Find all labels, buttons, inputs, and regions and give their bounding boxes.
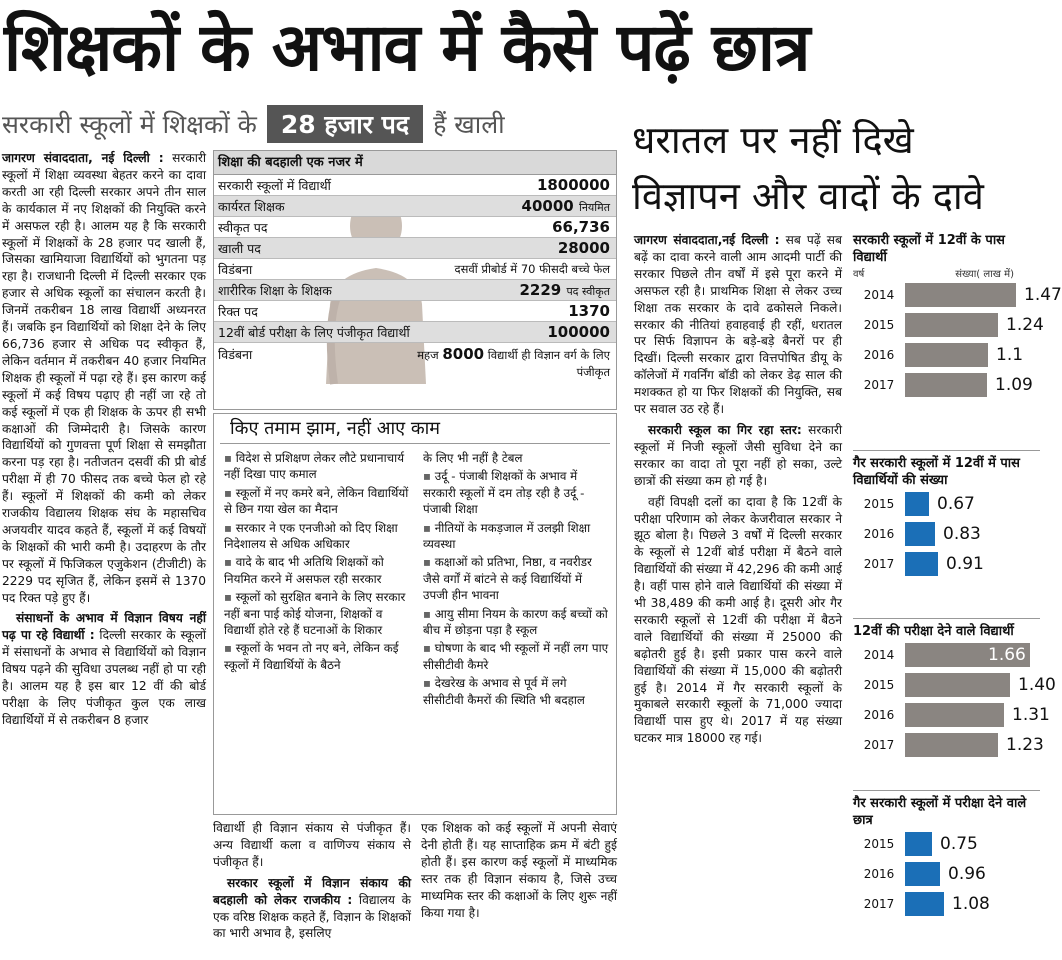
stats-label: रिक्त पद <box>218 304 258 319</box>
chart-data-label: 1.23 <box>1006 735 1044 755</box>
chart-bar <box>905 313 998 337</box>
article-lead: संसाधनों के अभाव में विज्ञान विषय नहीं पढ़ पा रहे विद्यार्थी : <box>2 611 206 643</box>
chart-category-label: 2014 <box>863 288 895 302</box>
stats-value: महज 8000 विद्यार्थी ही विज्ञान वर्ग के लिए पंजीकृत <box>417 345 610 379</box>
list-item: ▪ विदेश से प्रशिक्षण लेकर लौटे प्रधानाचार्य नहीं दिखा पाए कमाल <box>224 450 411 483</box>
chart-category-label: 2016 <box>863 867 895 881</box>
stats-row <box>214 301 616 322</box>
list-item: ▪ वादे के बाद भी अतिथि शिक्षकों को नियमित करने में असफल रही सरकार <box>224 554 411 587</box>
right-headline-line2: विज्ञापन और वादों के दावे <box>632 174 984 218</box>
chart-xlabel: वर्ष <box>853 269 865 280</box>
article-paragraph: एक शिक्षक को कई स्कूलों में अपनी सेवाएं देनी होती हैं। यह साप्ताहिक क्रम में बंटी हुई होती हैं। इस कारण कई स्कूलों में माध्यमिक स्तर तक ही विज्ञान संकाय है, जिसे उच्च माध्यमिक स्तर की कक्षाओं के लिए शुरू नहीं किया गया है। <box>421 821 617 920</box>
byline: जागरण संवाददाता,नई दिल्ली : <box>634 233 780 247</box>
stats-value: 2229 पद स्वीकृत <box>519 281 610 299</box>
chart-bar <box>905 703 1004 727</box>
chart-data-label: 1.1 <box>996 345 1024 365</box>
chart-data-label: 1.31 <box>1012 705 1050 725</box>
article-column-4 <box>634 232 842 956</box>
list-item: ▪ स्कूलों के भवन तो नए बने, लेकिन कई स्कूलों में विद्यार्थियों के बैठने <box>224 640 411 673</box>
chart-bar <box>905 283 1016 307</box>
chart-category-label: 2015 <box>863 318 895 332</box>
chart-bar-row <box>853 889 1040 919</box>
chart-title: सरकारी स्कूलों में 12वीं के पास विद्यार्थी <box>853 233 1005 265</box>
chart-data-label: 1.08 <box>952 894 990 914</box>
chart-data-label: 0.91 <box>946 554 984 574</box>
list-item: ▪ उर्दू - पंजाबी शिक्षकों के अभाव में सरकारी स्कूलों में दम तोड़ रही है उर्दू - पंजाबी शिक्षा <box>423 468 610 517</box>
stats-value: 40000 नियमित <box>521 197 610 215</box>
chart-bar-row <box>853 549 1040 579</box>
stats-table <box>213 150 617 410</box>
chart-category-label: 2016 <box>863 708 895 722</box>
page-headline: शिक्षकों के अभाव में कैसे पढ़ें छात्र <box>4 9 810 86</box>
article-paragraph: दिल्ली सरकार के स्कूलों में संसाधनों के अभाव से विद्यार्थियों को विज्ञान विषय पढ़ने की सुविधा उपलब्ध नहीं हो पा रही है। आलम यह है इस बार 12 वीं की बोर्ड परीक्षा के लिए पंजीकृत कुल एक लाख विद्यार्थियों में से तकरीबन 8 हजार <box>2 628 206 727</box>
subhead-after: हैं खाली <box>433 110 505 139</box>
list-item: ▪ स्कूलों में नए कमरे बने, लेकिन विद्यार्थियों से छिन गया खेल का मैदान <box>224 485 411 518</box>
chart-bar <box>905 892 944 916</box>
chart-category-label: 2014 <box>863 648 895 662</box>
chart-private-pass <box>853 446 1040 579</box>
chart-bar <box>905 522 935 546</box>
chart-bars <box>853 640 1056 760</box>
stats-row <box>214 259 616 280</box>
stats-row <box>214 217 616 238</box>
chart-bars <box>853 489 1040 579</box>
chart-data-label: 1.66 <box>988 645 1026 665</box>
stats-row <box>214 238 616 259</box>
stats-value: 1800000 <box>536 176 610 194</box>
chart-category-label: 2015 <box>863 497 895 511</box>
chart-category-label: 2017 <box>863 557 895 571</box>
article-paragraph: सरकारी स्कूलों में निजी स्कूलों जैसी सुविधा देने का सरकार का वादा तो पूरा नहीं हो सका, उल्टे छात्रों की संख्या कम हो गई है। <box>634 422 842 488</box>
chart-category-label: 2015 <box>863 678 895 692</box>
chart-data-label: 0.96 <box>948 864 986 884</box>
subhead-badge: 28 हजार पद <box>267 105 423 143</box>
stats-label: 12वीं बोर्ड परीक्षा के लिए पंजीकृत विद्यार्थी <box>218 325 410 340</box>
article-paragraph: सरकारी स्कूलों में शिक्षा व्यवस्था बेहतर करने का दावा करती आ रही दिल्ली सरकार अपने तीन साल के कार्यकाल में नए शिक्षकों की नियुक्ति करने में असफल रही है। आलम यह है कि सरकारी स्कूलों में शिक्षकों के 28 हजार पद खाली हैं, जिसका खामियाजा विद्यार्थियों को भुगतना पड़ रहा है। राजधानी दिल्ली में दिल्ली सरकार एक हजार से अधिक स्कूलों का संचालन करती है। जिनमें तकरीबन 18 लाख विद्यार्थी अध्यनरत हैं। जबकि इन विद्यार्थियों को शिक्षा देने के लिए 66,736 हजार से अधिक पद स्वीकृत हैं, लेकिन वर्तमान में तकरीबन 40 हजार नियमित शिक्षक ही स्कूलों में पढ़ा रहे हैं। इस कारण कई स्कूलों में कई विषय पढ़ाए ही नहीं जा रहे तो कई स्कूलों में एक ही शिक्षक के ऊपर ही सभी कक्षाओं की जिम्मेदारी है। जिसके कारण विद्यार्थियों को गुणवत्ता पूर्ण शिक्षा से समझौता करना पड़ रहा है। नतीजतन दसवीं की प्री बोर्ड परीक्षा में ही 70 फीसद तक बच्चे फेल हो रहे हैं। स्कूलों में शिक्षकों की कमी को लेकर राजकीय विद्यालय शिक्षक संघ के महासचिव अजयवीर यादव कहते हैं, स्कूलों में कई विषयों के शिक्षकों की भारी कमी है। उदाहरण के तौर पर स्कूलों में फिजिकल एजुकेशन (टीजीटी) के 2229 पद सृजित हैं, लेकिन इसमें से 1370 पद रिक्त पड़े हुए हैं। <box>2 151 207 605</box>
stats-value: दसवीं प्रीबोर्ड में 70 फीसदी बच्चे फेल <box>454 262 610 276</box>
article-paragraph: वहीं विपक्षी दलों का दावा है कि 12वीं के परीक्षा परिणाम को लेकर केजरीवाल सरकार ने झूठ बोला है। पिछले 3 वर्षों में दिल्ली सरकार के स्कूलों से 12वीं बोर्ड परीक्षा में बैठने वाले विद्यार्थियों की संख्या में 42,296 की कमी आई है। वहीं पास होने वाले विद्यार्थियों की संख्या में भी 38,489 की कमी आई है। दूसरी ओर गैर सरकारी स्कूलों से 12वीं की परीक्षा में बैठने वाले विद्यार्थियों की संख्या में 25000 की बढ़ोतरी हुई है। इसी प्रकार पास करने वाले विद्यार्थियों की संख्या में 15,000 की बढ़ोतरी हुई है। 2014 में गैर सरकारी स्कूलों के मुकाबले सरकारी स्कूलों के 71,000 ज्यादा विद्यार्थी पास हुए थे। 2017 में यह संख्या घटकर मात्र 18000 रह गई। <box>634 494 842 746</box>
list-item: ▪ नीतियों के मकड़जाल में उलझी शिक्षा व्यवस्था <box>423 520 610 553</box>
chart-category-label: 2017 <box>863 378 895 392</box>
subhead-before: सरकारी स्कूलों में शिक्षकों के <box>2 110 257 139</box>
stats-label: स्वीकृत पद <box>218 220 268 235</box>
chart-category-label: 2017 <box>863 897 895 911</box>
chart-data-label: 1.40 <box>1018 675 1056 695</box>
stats-row <box>214 175 616 196</box>
chart-bar <box>905 862 940 886</box>
chart-bar-row <box>853 859 1040 889</box>
article-paragraph: विद्यालय के एक वरिष्ठ शिक्षक कहते हैं, विज्ञान के शिक्षकों का भारी अभाव है, इसलिए <box>213 892 412 941</box>
list-item: ▪ देखरेख के अभाव से पूर्व में लगे सीसीटीवी कैमरों की स्थिति भी बदहाल <box>423 675 610 708</box>
failures-list-left <box>224 450 411 710</box>
article-lead: सरकारी स्कूल का गिर रहा स्तर: <box>648 422 802 437</box>
stats-value: 66,736 <box>552 218 610 236</box>
stats-title: शिक्षा की बदहाली एक नजर में <box>214 151 616 175</box>
chart-bar <box>905 673 1010 697</box>
chart-private-appeared <box>853 786 1040 919</box>
list-item: ▪ स्कूलों को सुरक्षित बनाने के लिए सरकार नहीं बना पाई कोई योजना, शिक्षकों व विद्यार्थी होते रहे हैं घटनाओं के शिकार <box>224 589 411 638</box>
list-item: ▪ घोषणा के बाद भी स्कूलों में नहीं लग पाए सीसीटीवी कैमरे <box>423 640 610 673</box>
chart-category-label: 2016 <box>863 527 895 541</box>
chart-bar-row <box>853 280 1062 310</box>
article-paragraph: सब पढ़ें सब बढ़ें का दावा करने वाली आम आदमी पार्टी की सरकार पिछले तीन वर्षों में इसे पूरा करने में असफल रही है। प्राथमिक शिक्षा से लेकर उच्च शिक्षा तक सरकार के दावे ढकोसले निकले। सरकार की नीतियां हवाहवाई ही रहीं, धरातल पर सिर्फ विज्ञापन के बड़े-बड़े बैनरों पर ही दिखीं। दिल्ली सरकार द्वारा वित्तपोषित डीयू के कॉलेजों में गवर्निंग बॉडी को लेकर डेढ़ साल की मशक्कत हो या फिर शिक्षकों की नियुक्ति, सब पर सवाल उठ रहे हैं। <box>634 233 842 417</box>
chart-bar-row <box>853 370 1040 400</box>
stats-row <box>214 322 616 343</box>
stats-value: 100000 <box>547 323 610 341</box>
subheadline <box>2 102 622 146</box>
stats-row <box>214 280 616 301</box>
chart-bar <box>905 343 988 367</box>
chart-bar <box>905 373 987 397</box>
stats-value: 1370 <box>568 302 610 320</box>
chart-category-label: 2016 <box>863 348 895 362</box>
stats-label: शारीरिक शिक्षा के शिक्षक <box>218 283 332 298</box>
stats-row <box>214 343 616 389</box>
chart-govt-pass <box>853 232 1062 400</box>
failures-list-right <box>423 450 610 710</box>
chart-bar-row <box>853 730 1044 760</box>
article-lead: सरकार स्कूलों में विज्ञान संकाय की बदहाली को लेकर राजकीय : <box>213 875 411 907</box>
chart-data-label: 0.67 <box>937 494 975 514</box>
list-item: ▪ सरकार ने एक एनजीओ को दिए शिक्षा निदेशालय से अधिक अधिकार <box>224 520 411 553</box>
chart-bar <box>905 492 929 516</box>
chart-title: गैर सरकारी स्कूलों में परीक्षा देने वाले छात्र <box>853 796 1027 828</box>
stats-label: विडंबना <box>218 262 253 277</box>
chart-bar-row <box>853 489 1040 519</box>
list-item: ▪ आयु सीमा नियम के कारण कई बच्चों को बीच में छोड़ना पड़ा है स्कूल <box>423 606 610 639</box>
right-headline <box>632 112 1040 228</box>
stats-label: सरकारी स्कूलों में विद्यार्थी <box>218 178 331 193</box>
failures-box <box>213 413 617 815</box>
article-column-2 <box>213 820 411 956</box>
chart-bar <box>905 832 932 856</box>
stats-label: कार्यरत शिक्षक <box>218 199 285 214</box>
chart-title: 12वीं की परीक्षा देने वाले विद्यार्थी <box>853 624 1014 639</box>
article-column-3 <box>421 820 617 956</box>
chart-bar-row <box>853 829 1040 859</box>
chart-data-label: 1.09 <box>995 375 1033 395</box>
failures-title: किए तमाम झाम, नहीं आए काम <box>220 414 610 444</box>
chart-bars <box>853 280 1062 400</box>
chart-data-label: 1.47 <box>1024 285 1062 305</box>
chart-bar <box>905 552 938 576</box>
chart-govt-appeared <box>853 614 1056 760</box>
chart-data-label: 0.83 <box>943 524 981 544</box>
list-item: के लिए भी नहीं है टेबल <box>423 451 523 465</box>
chart-bar-row <box>853 700 1050 730</box>
chart-bar <box>905 733 998 757</box>
chart-bar-row <box>853 640 1040 670</box>
chart-title: गैर सरकारी स्कूलों में 12वीं में पास विद्यार्थियों की संख्या <box>853 456 1020 488</box>
list-item: ▪ कक्षाओं को प्रतिभा, निष्ठा, व नवरीडर जैसे वर्गों में बांटने से कई विद्यार्थियों में उपजी हीन भावना <box>423 554 610 603</box>
chart-bars <box>853 829 1040 919</box>
byline: जागरण संवाददाता, नई दिल्ली : <box>2 151 164 165</box>
chart-data-label: 0.75 <box>940 834 978 854</box>
chart-ylabel: संख्या( लाख में) <box>955 269 1014 280</box>
chart-category-label: 2017 <box>863 738 895 752</box>
stats-label: विडंबना <box>218 347 253 362</box>
stats-value: 28000 <box>557 239 610 257</box>
chart-bar-row <box>853 670 1056 700</box>
chart-data-label: 1.24 <box>1006 315 1044 335</box>
chart-bar-row <box>853 519 1040 549</box>
chart-bar-row <box>853 310 1044 340</box>
article-column-1 <box>2 150 206 956</box>
stats-label: खाली पद <box>218 241 261 256</box>
stats-row <box>214 196 616 217</box>
right-headline-line1: धरातल पर नहीं दिखे <box>632 118 914 162</box>
chart-bar-row <box>853 340 1040 370</box>
article-paragraph: विद्यार्थी ही विज्ञान संकाय से पंजीकृत हैं। अन्य विद्यार्थी कला व वाणिज्य संकाय से पंजीकृत हैं। <box>213 821 411 869</box>
chart-category-label: 2015 <box>863 837 895 851</box>
